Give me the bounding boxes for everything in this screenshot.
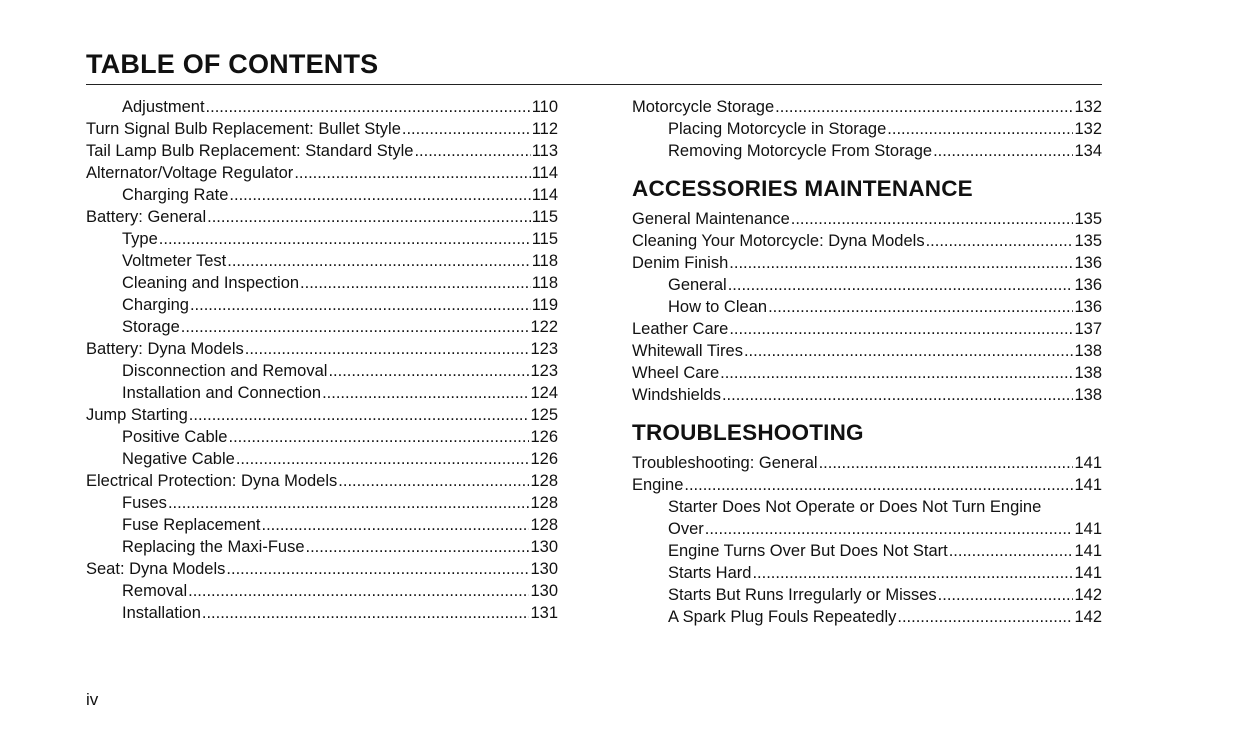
toc-entry (632, 340, 1102, 362)
toc-entry-page: 142 (1074, 586, 1102, 604)
toc-entry-page: 138 (1074, 386, 1102, 404)
dot-leader (752, 562, 1073, 584)
dot-leader (402, 118, 531, 140)
dot-leader (236, 448, 530, 470)
toc-entry-label: Adjustment (122, 98, 205, 116)
toc-entry-page: 138 (1074, 342, 1102, 360)
toc-entry (86, 536, 558, 558)
toc-entry-page: 126 (530, 450, 558, 468)
dot-leader (190, 294, 531, 316)
toc-entry (86, 184, 558, 206)
toc-entry-page: 118 (531, 252, 558, 270)
toc-entry-label: Jump Starting (86, 406, 188, 424)
toc-entry-page: 123 (530, 362, 558, 380)
toc-entry-label: Charging Rate (122, 186, 229, 204)
toc-entry-page: 137 (1074, 320, 1102, 338)
toc-entry (632, 140, 1102, 162)
toc-entry-page: 135 (1074, 210, 1102, 228)
dot-leader (897, 606, 1073, 628)
toc-entry-label: Leather Care (632, 320, 729, 338)
toc-entry-page: 128 (530, 516, 558, 534)
toc-entry (86, 360, 558, 382)
toc-entry-label: Negative Cable (122, 450, 235, 468)
toc-entry (86, 338, 558, 360)
toc-entry-page: 142 (1074, 608, 1102, 626)
toc-entry (86, 602, 558, 624)
dot-leader (729, 318, 1073, 340)
toc-entry-label: Battery: General (86, 208, 207, 226)
dot-leader (768, 296, 1073, 318)
toc-entry-page: 130 (530, 582, 558, 600)
toc-entry (632, 118, 1102, 140)
toc-entry (632, 230, 1102, 252)
toc-entry (86, 558, 558, 580)
toc-entry (86, 382, 558, 404)
dot-leader (729, 252, 1073, 274)
toc-entry (632, 452, 1102, 474)
dot-leader (228, 426, 529, 448)
toc-entry-page: 136 (1074, 298, 1102, 316)
toc-left-column (86, 96, 558, 624)
toc-entry-label: Starts Hard (668, 564, 752, 582)
toc-entry-page: 136 (1074, 276, 1102, 294)
toc-entry-page: 141 (1074, 542, 1102, 560)
toc-entry-page: 141 (1074, 520, 1102, 538)
toc-entry-page: 125 (530, 406, 558, 424)
toc-entry-label: Installation and Connection (122, 384, 322, 402)
toc-entry (86, 118, 558, 140)
toc-entry-page: 128 (530, 494, 558, 512)
toc-entry (632, 474, 1102, 496)
toc-entry (86, 272, 558, 294)
toc-entry-label: Engine Turns Over But Does Not Start (668, 542, 948, 560)
toc-entry (632, 96, 1102, 118)
dot-leader (728, 274, 1074, 296)
dot-leader (159, 228, 531, 250)
toc-entry (632, 496, 1102, 518)
page-number: iv (86, 690, 99, 709)
toc-entry-page: 114 (531, 186, 558, 204)
toc-entry-label: Whitewall Tires (632, 342, 743, 360)
accessories-maintenance-heading: ACCESSORIES MAINTENANCE (632, 176, 973, 201)
dot-leader (322, 382, 529, 404)
toc-entry (632, 296, 1102, 318)
title-divider (86, 84, 1102, 85)
toc-entry-label: General Maintenance (632, 210, 790, 228)
toc-entry (632, 274, 1102, 296)
toc-entry-page: 114 (531, 164, 558, 182)
dot-leader (262, 514, 530, 536)
toc-entry-label: Disconnection and Removal (122, 362, 328, 380)
toc-entry-label: Motorcycle Storage (632, 98, 775, 116)
toc-entry-page: 134 (1074, 142, 1102, 160)
toc-entry-page: 122 (530, 318, 558, 336)
toc-entry-label: How to Clean (668, 298, 768, 316)
storage-section (632, 96, 1102, 162)
toc-entry (86, 250, 558, 272)
dot-leader (926, 230, 1074, 252)
dot-leader (887, 118, 1073, 140)
toc-entry-label: Replacing the Maxi-Fuse (122, 538, 305, 556)
dot-leader (245, 338, 530, 360)
dot-leader (294, 162, 530, 184)
toc-entry-page: 141 (1074, 476, 1102, 494)
toc-entry-label: Turn Signal Bulb Replacement: Bullet Style (86, 120, 401, 138)
page-title: TABLE OF CONTENTS (86, 49, 379, 79)
dot-leader (414, 140, 530, 162)
toc-entry-page: 141 (1074, 454, 1102, 472)
toc-entry (632, 540, 1102, 562)
dot-leader (202, 602, 530, 624)
toc-entry-page: 141 (1074, 564, 1102, 582)
toc-entry-label: Windshields (632, 386, 721, 404)
dot-leader (819, 452, 1074, 474)
dot-leader (938, 584, 1074, 606)
dot-leader (744, 340, 1074, 362)
dot-leader (328, 360, 529, 382)
dot-leader (229, 184, 530, 206)
toc-entry (86, 580, 558, 602)
toc-entry-page: 130 (530, 560, 558, 578)
toc-entry-label: Cleaning and Inspection (122, 274, 300, 292)
toc-entry (86, 316, 558, 338)
dot-leader (207, 206, 531, 228)
toc-entry-page: 113 (531, 142, 558, 160)
toc-entry-label: Alternator/Voltage Regulator (86, 164, 294, 182)
toc-entry-label: Removing Motorcycle From Storage (668, 142, 933, 160)
dot-leader (722, 384, 1074, 406)
toc-entry (632, 208, 1102, 230)
toc-entry-page: 123 (530, 340, 558, 358)
toc-entry (86, 294, 558, 316)
toc-entry-label: General (668, 276, 727, 294)
toc-entry-page: 115 (531, 208, 558, 226)
toc-entry-label: Type (122, 230, 158, 248)
dot-leader (306, 536, 530, 558)
toc-entry (86, 162, 558, 184)
toc-entry-page: 132 (1074, 98, 1102, 116)
toc-entry-label: Electrical Protection: Dyna Models (86, 472, 338, 490)
toc-entry (86, 514, 558, 536)
toc-entry-page: 119 (531, 296, 558, 314)
toc-entry-page: 131 (530, 604, 558, 622)
dot-leader (705, 518, 1074, 540)
toc-entry (632, 318, 1102, 340)
toc-entry-label: Installation (122, 604, 201, 622)
dot-leader (226, 558, 529, 580)
toc-entry-label: Voltmeter Test (122, 252, 227, 270)
dot-leader (338, 470, 529, 492)
dot-leader (189, 404, 530, 426)
dot-leader (206, 96, 531, 118)
dot-leader (775, 96, 1073, 118)
dot-leader (188, 580, 529, 602)
dot-leader (791, 208, 1074, 230)
toc-entry (86, 492, 558, 514)
toc-entry-page: 126 (530, 428, 558, 446)
toc-entry (86, 470, 558, 492)
toc-entry-page: 124 (530, 384, 558, 402)
dot-leader (933, 140, 1073, 162)
toc-entry (632, 606, 1102, 628)
toc-entry (632, 562, 1102, 584)
toc-entry-label: Denim Finish (632, 254, 729, 272)
toc-entry-label: Battery: Dyna Models (86, 340, 244, 358)
toc-entry-label: Placing Motorcycle in Storage (668, 120, 887, 138)
toc-entry (86, 96, 558, 118)
toc-entry-label: Troubleshooting: General (632, 454, 818, 472)
toc-entry-label: Engine (632, 476, 684, 494)
toc-entry-label: Starts But Runs Irregularly or Misses (668, 586, 937, 604)
toc-entry-label: Starter Does Not Operate or Does Not Turn Engine (668, 498, 1042, 516)
dot-leader (181, 316, 530, 338)
toc-entry (632, 584, 1102, 606)
toc-entry-label: A Spark Plug Fouls Repeatedly (668, 608, 897, 626)
dot-leader (300, 272, 531, 294)
toc-entry-page: 130 (530, 538, 558, 556)
troubleshooting-heading: TROUBLESHOOTING (632, 420, 864, 445)
toc-entry-page: 112 (531, 120, 558, 138)
toc-entry (632, 384, 1102, 406)
toc-entry-label: Removal (122, 582, 188, 600)
toc-entry-page: 135 (1074, 232, 1102, 250)
toc-entry-label: Fuse Replacement (122, 516, 261, 534)
toc-entry (86, 448, 558, 470)
toc-entry (86, 228, 558, 250)
toc-entry-label: Wheel Care (632, 364, 720, 382)
toc-entry-label: Cleaning Your Motorcycle: Dyna Models (632, 232, 925, 250)
toc-entry-page: 115 (531, 230, 558, 248)
toc-entry (632, 252, 1102, 274)
toc-entry-page: 118 (531, 274, 558, 292)
toc-entry-label: Storage (122, 318, 180, 336)
toc-entry-label: Seat: Dyna Models (86, 560, 226, 578)
dot-leader (949, 540, 1074, 562)
toc-entry-label: Positive Cable (122, 428, 228, 446)
toc-entry-page: 110 (531, 98, 558, 116)
troubleshooting-section (632, 452, 1102, 628)
toc-entry-page: 138 (1074, 364, 1102, 382)
toc-entry-page: 136 (1074, 254, 1102, 272)
toc-entry (86, 206, 558, 228)
toc-entry-page: 132 (1074, 120, 1102, 138)
dot-leader (720, 362, 1073, 384)
dot-leader (227, 250, 530, 272)
toc-entry (632, 518, 1102, 540)
accessories-section (632, 208, 1102, 406)
toc-entry (86, 426, 558, 448)
toc-entry (86, 404, 558, 426)
toc-right-column (632, 96, 1102, 628)
toc-entry (86, 140, 558, 162)
toc-entry-page: 128 (530, 472, 558, 490)
toc-entry-label: Charging (122, 296, 189, 314)
toc-entry (632, 362, 1102, 384)
toc-entry-label: Fuses (122, 494, 167, 512)
toc-entry-label: Over (668, 520, 704, 538)
toc-entry-label: Tail Lamp Bulb Replacement: Standard Style (86, 142, 414, 160)
dot-leader (168, 492, 530, 514)
dot-leader (684, 474, 1073, 496)
